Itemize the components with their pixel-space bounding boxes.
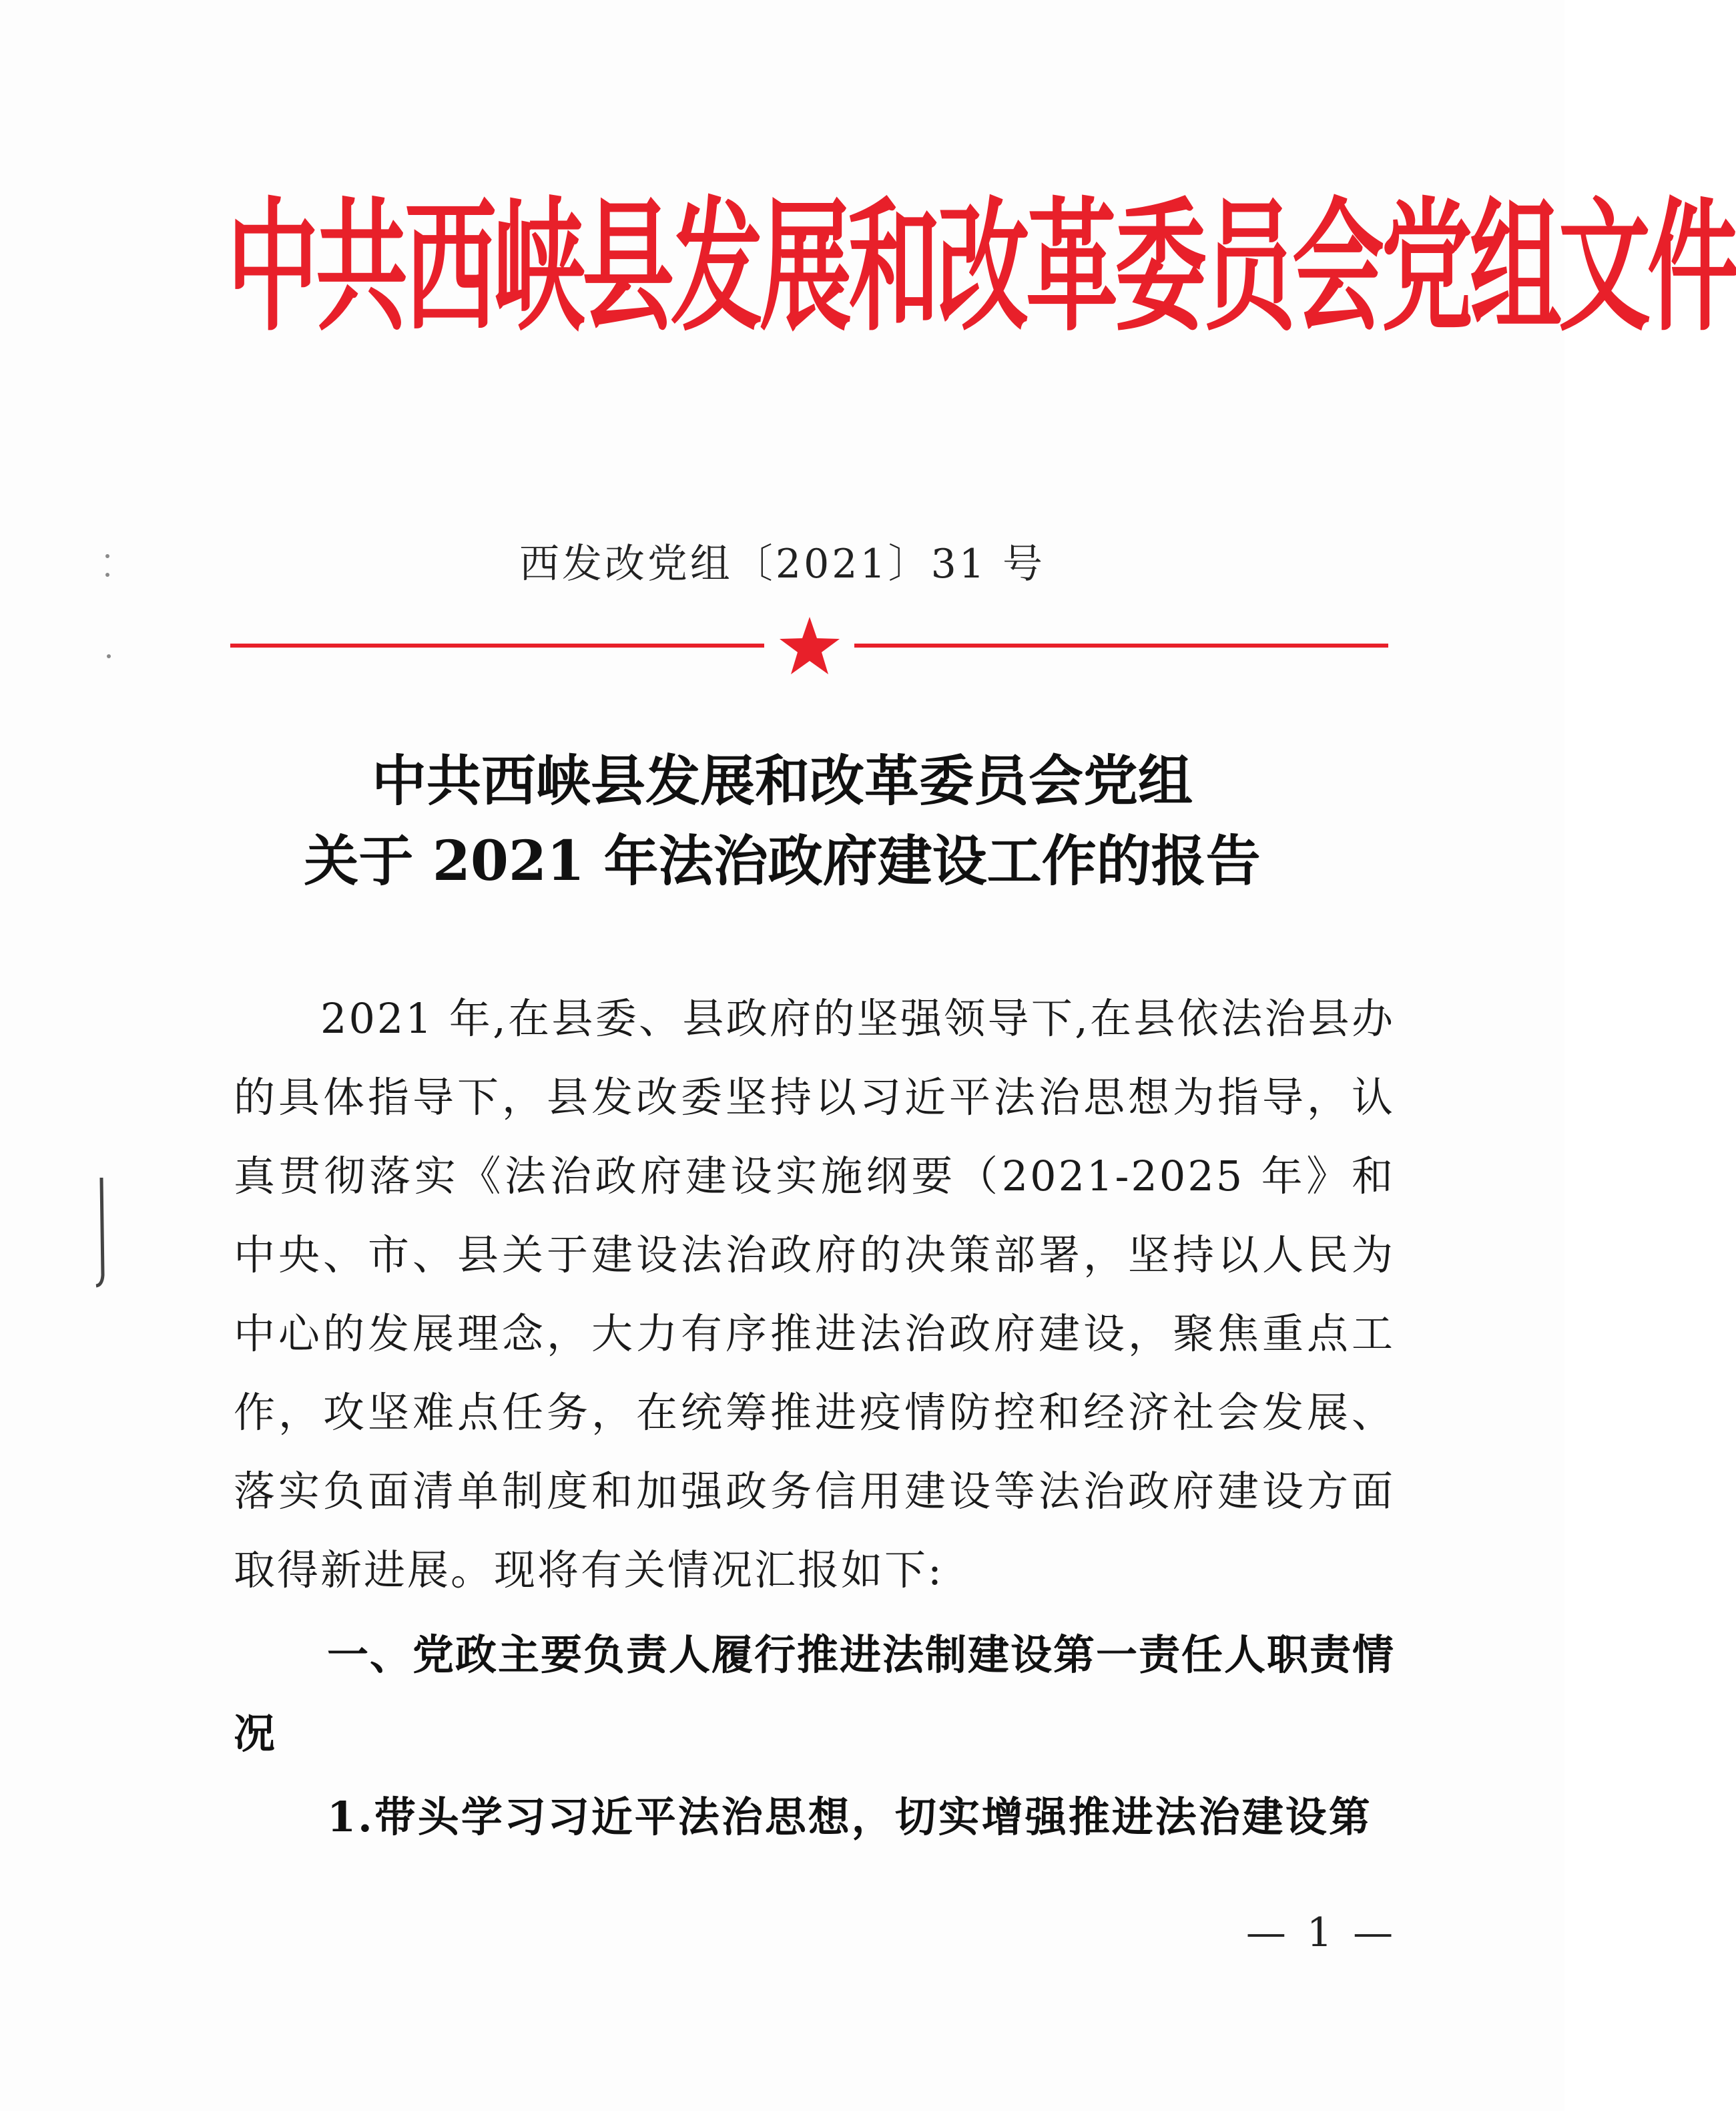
scan-speck: [105, 573, 109, 577]
document-header-title: 中共西峡县发展和改革委员会党组文件: [227, 182, 1736, 351]
star-icon: [770, 614, 850, 681]
body-paragraph: 2021 年,在县委、县政府的坚强领导下,在县依法治县办的具体指导下，县发改委坚持以习近平法治思想为指导，认真贯彻落实《法治政府建设实施纲要（2021-2025 年》和中央、市、县关于建设法治政府的决策部署，坚持以人民为中心的发展理念，大力有序推进法治政府建设，聚焦重点工作，攻坚难点任务，在统筹推进疫情防控和经济社会发展、落实负面清单制度和加强政务信用建设等法治政府建设方面取得新进展。现将有关情况汇报如下:: [234, 994, 1395, 1594]
report-title-line1: 中共西峡县发展和改革委员会党组: [371, 749, 1193, 813]
page-number: — 1 —: [1245, 1909, 1398, 1956]
section-heading: 一、党政主要负责人履行推进法制建设第一责任人职责情况: [234, 1630, 1396, 1758]
red-divider: [230, 614, 1388, 681]
divider-line-right: [854, 644, 1388, 648]
scan-speck: [107, 654, 111, 658]
staple-mark: [92, 1175, 112, 1288]
scan-speck: [105, 554, 109, 558]
document-number: 西发改党组〔2021〕31 号: [519, 541, 1046, 588]
section-subheading: 1.带头学习习近平法治思想，切实增强推进法治建设第: [327, 1793, 1372, 1841]
report-title-line2: 关于 2021 年法治政府建设工作的报告: [304, 829, 1261, 893]
divider-line-left: [230, 644, 764, 648]
